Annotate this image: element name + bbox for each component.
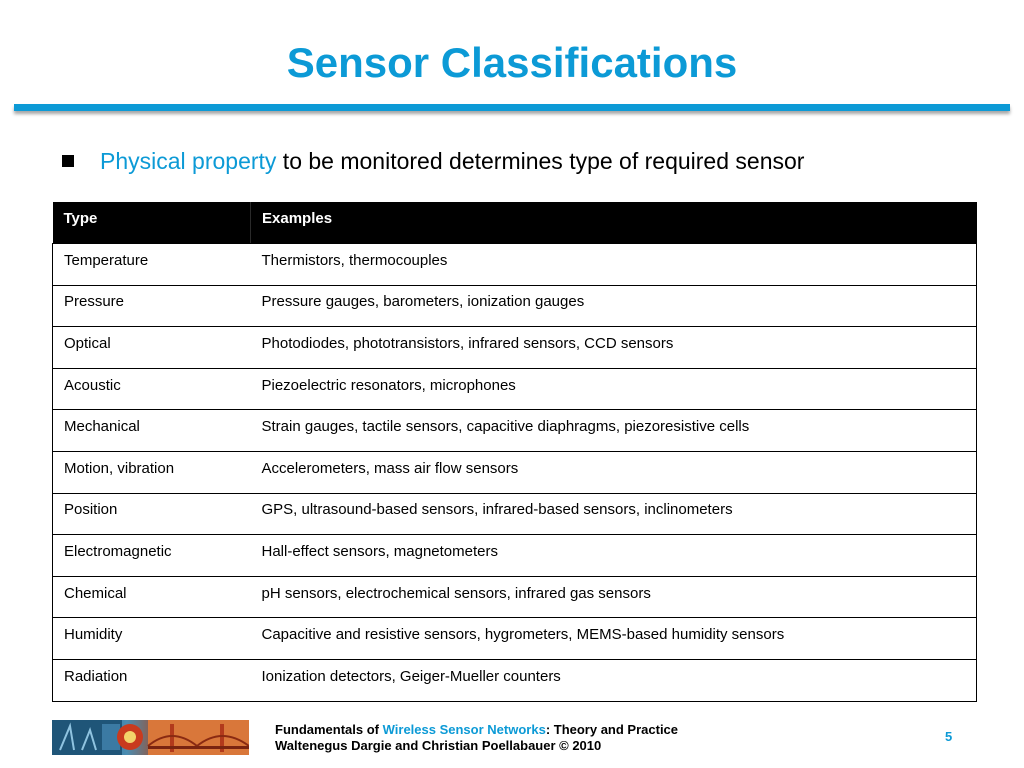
examples-cell: Accelerometers, mass air flow sensors	[251, 452, 977, 494]
table-row	[53, 410, 977, 452]
table-row	[53, 535, 977, 577]
bridge-photo-icon	[52, 720, 249, 755]
table-row	[53, 244, 977, 286]
table-row	[53, 660, 977, 702]
square-bullet-icon	[62, 155, 74, 167]
table-row	[53, 368, 977, 410]
examples-cell: Capacitive and resistive sensors, hygrometers, MEMS-based humidity sensors	[251, 618, 977, 660]
footer-highlight: Wireless Sensor Networks	[382, 722, 546, 737]
footer-citation	[275, 722, 678, 754]
table-row	[53, 452, 977, 494]
type-cell: Position	[53, 493, 251, 535]
type-cell: Mechanical	[53, 410, 251, 452]
bullet-rest: to be monitored determines type of required sensor	[276, 148, 805, 174]
title-underline	[14, 104, 1010, 111]
type-cell: Humidity	[53, 618, 251, 660]
type-cell: Temperature	[53, 244, 251, 286]
bullet-highlight: Physical property	[100, 148, 277, 174]
footer-prefix: Fundamentals of	[275, 722, 383, 737]
header-type: Type	[53, 202, 251, 244]
bullet-point	[62, 144, 804, 178]
examples-cell: pH sensors, electrochemical sensors, infrared gas sensors	[251, 576, 977, 618]
page-number: 5	[945, 729, 953, 744]
examples-cell: Photodiodes, phototransistors, infrared sensors, CCD sensors	[251, 327, 977, 369]
type-cell: Chemical	[53, 576, 251, 618]
footer-suffix: : Theory and Practice	[545, 722, 679, 737]
table-row	[53, 285, 977, 327]
examples-cell: Thermistors, thermocouples	[251, 244, 977, 286]
type-cell: Electromagnetic	[53, 535, 251, 577]
table-row	[53, 493, 977, 535]
footer-line-1	[275, 722, 678, 738]
type-cell: Pressure	[53, 285, 251, 327]
header-examples: Examples	[251, 202, 977, 244]
examples-cell: Hall-effect sensors, magnetometers	[251, 535, 977, 577]
table-row	[53, 576, 977, 618]
footer-bridge-image	[52, 720, 249, 755]
table-row	[53, 327, 977, 369]
table-body	[53, 244, 977, 702]
sensor-table	[52, 202, 977, 702]
examples-cell: Pressure gauges, barometers, ionization gauges	[251, 285, 977, 327]
slide-title: Sensor Classifications	[286, 39, 738, 86]
footer-line-2: Waltenegus Dargie and Christian Poellabauer © 2010	[275, 738, 602, 753]
type-cell: Motion, vibration	[53, 452, 251, 494]
table-row	[53, 618, 977, 660]
examples-cell: Strain gauges, tactile sensors, capacitive diaphragms, piezoresistive cells	[251, 410, 977, 452]
type-cell: Radiation	[53, 660, 251, 702]
bullet-text	[100, 145, 804, 177]
table-header-row	[53, 202, 977, 244]
type-cell: Acoustic	[53, 368, 251, 410]
examples-cell: Piezoelectric resonators, microphones	[251, 368, 977, 410]
type-cell: Optical	[53, 327, 251, 369]
examples-cell: Ionization detectors, Geiger-Mueller counters	[251, 660, 977, 702]
examples-cell: GPS, ultrasound-based sensors, infrared-based sensors, inclinometers	[251, 493, 977, 535]
